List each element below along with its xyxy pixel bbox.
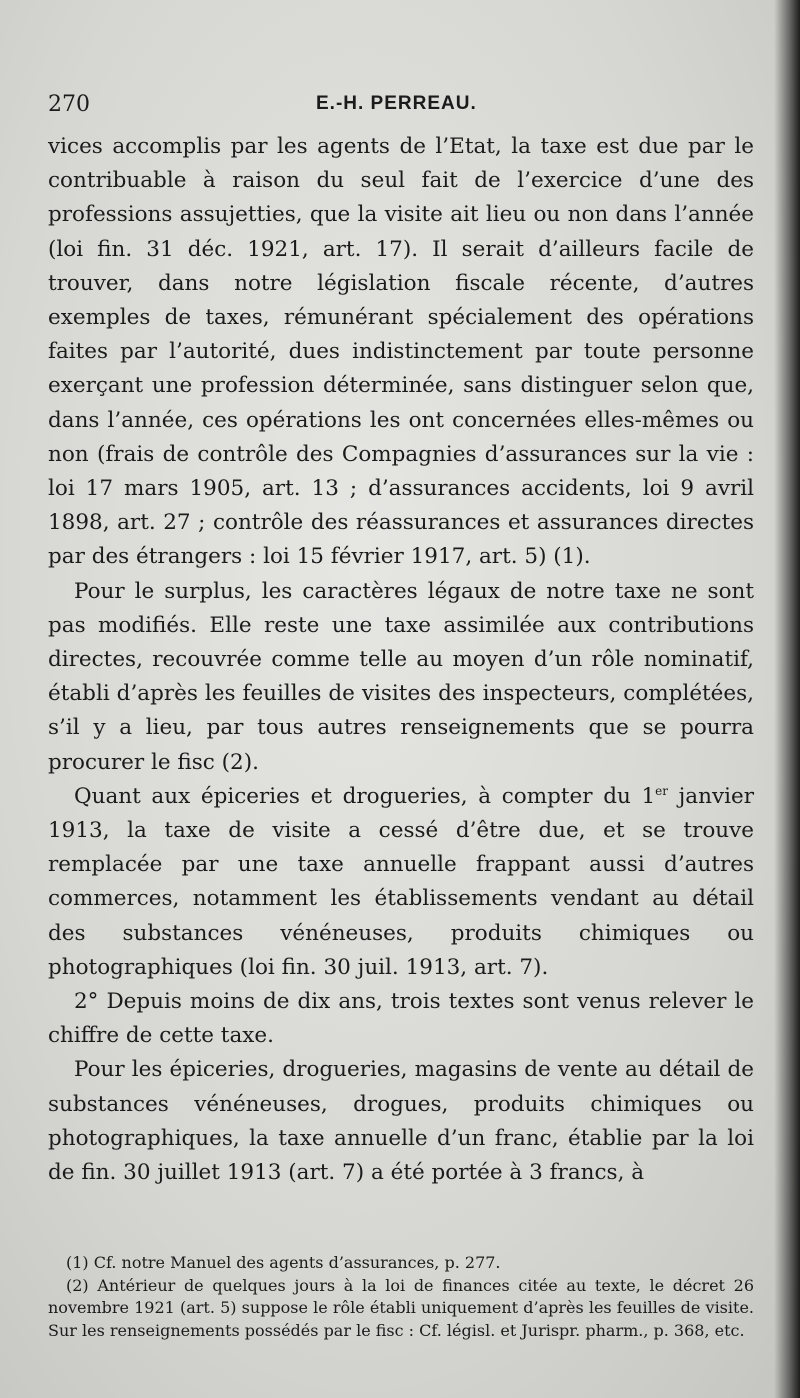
footnote-1: (1) Cf. notre Manuel des agents d’assurances, p. 277. [66,1253,501,1272]
running-head: E.-H. PERREAU. [316,93,477,114]
paragraph-3-rest: janvier 1913, la taxe de visite a cessé d’être due, et se trouve remplacée par une taxe annuelle frappant aussi d’autres commerces, notamment les établissements vendant au détail des substances vénéneuses, produits chimiques ou photographiques (loi fin. 30 juil. 1913, art. 7). [48,783,754,980]
paragraph-1: vices accomplis par les agents de l’Etat, la taxe est due par le contribuable à raison du seul fait de l’exercice d’une des professions assujetties, que la visite ait lieu ou non dans l’année (loi fin. 31 déc. 1921, art. 17). Il serait d’ailleurs facile de trouver, dans notre législation fiscale récente, d’autres exemples de taxes, rémunérant spécialement des opérations faites par l’autorité, dues indistinctement par toute personne exerçant une profession déterminée, sans distinguer selon que, dans l’année, ces opérations les ont concernées elles-mêmes ou non (frais de contrôle des Compagnies d’assurances sur la vie : loi 17 mars 1905, art. 13 ; d’assurances accidents, loi 9 avril 1898, art. 27 ; contrôle des réassurances et assurances directes par des étrangers : loi 15 février 1917, art. 5) (1). [48,134,754,570]
paragraph-5: Pour les épiceries, drogueries, magasins de vente au détail de substances vénéneuses, drogues, produits chimiques ou photographiques, la taxe annuelle d’un franc, établie par la loi de fin. 30 juillet 1913 (art. 7) a été portée à 3 francs, à [48,1057,754,1186]
paragraph-2: Pour le surplus, les caractères légaux de notre taxe ne sont pas modifiés. Elle reste une taxe assimilée aux contributions directes, recouvrée comme telle au moyen d’un rôle nominatif, établi d’après les feuilles de visites des inspecteurs, complétées, s’il y a lieu, par tous autres renseignements que se pourra procurer le fisc (2). [48,578,754,775]
page-binding-shadow [774,0,800,1398]
body-text [48,130,754,1190]
paragraph-4: 2° Depuis moins de dix ans, trois textes sont venus relever le chiffre de cette taxe. [48,989,754,1049]
paragraph-3-start: Quant aux épiceries et drogueries, à compter du 1 [74,783,656,809]
footnotes [48,1252,754,1342]
page-number: 270 [48,92,90,117]
ordinal-superscript: er [655,783,668,798]
paragraph-3 [48,780,754,985]
page-header [48,92,768,126]
footnote-2: (2) Antérieur de quelques jours à la loi de finances citée au texte, le décret 26 novembre 1921 (art. 5) suppose le rôle établi uniquement d’après les feuilles de visite. Sur les renseignements possédés par le fisc : Cf. législ. et Jurispr. pharm., p. 368, etc. [48,1275,754,1340]
